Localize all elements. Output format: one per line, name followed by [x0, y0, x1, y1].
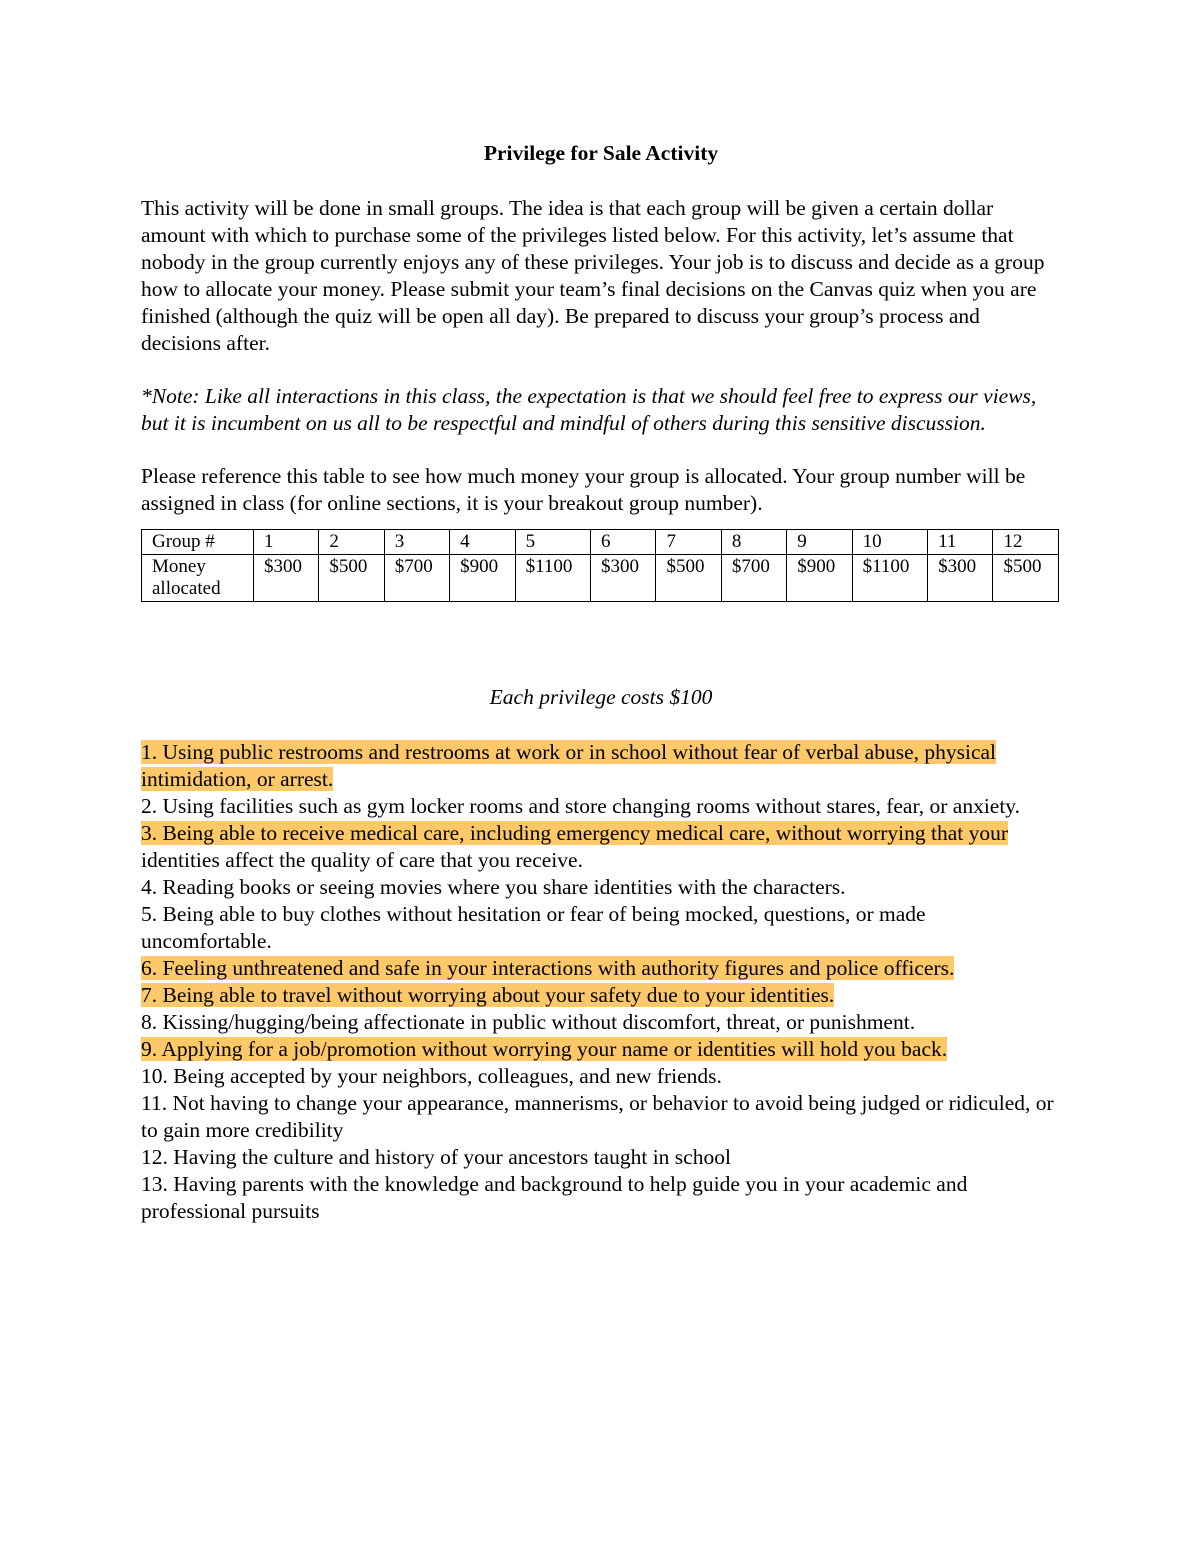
privilege-text: 9. Applying for a job/promotion without worrying your name or identities will hold you back.	[141, 1037, 948, 1061]
privilege-item	[141, 982, 1061, 1009]
money-header-cell: Money allocated	[142, 555, 254, 602]
group-number-cell: 9	[787, 530, 852, 555]
privilege-text: 1. Using public restrooms and restrooms at work or in school without fear of verbal abuse, physical intimidation, or arrest.	[141, 740, 997, 791]
group-number-cell: 12	[993, 530, 1059, 555]
group-number-cell: 3	[384, 530, 449, 555]
privilege-text: 11. Not having to change your appearance, mannerisms, or behavior to avoid being judged or ridiculed, or to gain more credibility	[141, 1091, 1054, 1142]
group-number-cell: 2	[319, 530, 384, 555]
money-cell: $700	[384, 555, 449, 602]
privilege-item	[141, 901, 1061, 955]
privilege-item	[141, 1009, 1061, 1036]
privilege-text: 2. Using facilities such as gym locker rooms and store changing rooms without stares, fear, or anxiety.	[141, 794, 1021, 818]
document-page	[141, 140, 1061, 1225]
privilege-text: 10. Being accepted by your neighbors, colleagues, and new friends.	[141, 1064, 722, 1088]
money-cell: $500	[993, 555, 1059, 602]
privilege-item	[141, 1036, 1061, 1063]
money-cell: $500	[319, 555, 384, 602]
money-cell: $500	[656, 555, 721, 602]
privilege-text: 13. Having parents with the knowledge and background to help guide you in your academic and professional pursuits	[141, 1172, 968, 1223]
money-row	[142, 555, 1059, 602]
privilege-item	[141, 820, 1061, 847]
privilege-item	[141, 847, 1061, 874]
group-number-cell: 8	[721, 530, 786, 555]
privilege-text: 4. Reading books or seeing movies where you share identities with the characters.	[141, 875, 846, 899]
privilege-text: identities affect the quality of care that you receive.	[141, 848, 583, 872]
note-paragraph: *Note: Like all interactions in this class, the expectation is that we should feel free to express our views, but it is incumbent on us all to be respectful and mindful of others during this sensitive discussion.	[141, 384, 1037, 435]
privilege-item	[141, 793, 1061, 820]
money-cell: $700	[721, 555, 786, 602]
privilege-text: 8. Kissing/hugging/being affectionate in public without discomfort, threat, or punishment.	[141, 1010, 916, 1034]
cost-line: Each privilege costs $100	[489, 685, 713, 709]
privilege-item	[141, 1090, 1061, 1144]
privilege-text: 3. Being able to receive medical care, including emergency medical care, without worrying that your	[141, 821, 1009, 845]
privilege-list	[141, 739, 1061, 1225]
money-cell: $900	[787, 555, 852, 602]
group-row	[142, 530, 1059, 555]
group-number-cell: 11	[928, 530, 993, 555]
allocation-table	[141, 529, 1059, 602]
group-number-cell: 4	[450, 530, 515, 555]
privilege-text: 5. Being able to buy clothes without hesitation or fear of being mocked, questions, or made uncomfortable.	[141, 902, 926, 953]
privilege-item	[141, 955, 1061, 982]
privilege-item	[141, 739, 1061, 793]
group-header-cell: Group #	[142, 530, 254, 555]
privilege-item	[141, 1171, 1061, 1225]
page-title: Privilege for Sale Activity	[483, 141, 719, 165]
group-number-cell: 10	[852, 530, 927, 555]
privilege-item	[141, 874, 1061, 901]
money-cell: $1100	[515, 555, 590, 602]
group-number-cell: 5	[515, 530, 590, 555]
group-number-cell: 7	[656, 530, 721, 555]
privilege-item	[141, 1063, 1061, 1090]
money-cell: $300	[254, 555, 319, 602]
money-cell: $900	[450, 555, 515, 602]
group-number-cell: 1	[254, 530, 319, 555]
intro-paragraph: This activity will be done in small groups. The idea is that each group will be given a certain dollar amount with which to purchase some of the privileges listed below. For this activity, let’s assume that nobody in the group currently enjoys any of these privileges. Your job is to discuss and decide as a group how to allocate your money. Please submit your team’s final decisions on the Canvas quiz when you are finished (although the quiz will be open all day). Be prepared to discuss your group’s process and decisions after.	[141, 196, 1045, 355]
money-cell: $1100	[852, 555, 927, 602]
money-cell: $300	[591, 555, 656, 602]
privilege-item	[141, 1144, 1061, 1171]
group-number-cell: 6	[591, 530, 656, 555]
privilege-text: 12. Having the culture and history of your ancestors taught in school	[141, 1145, 731, 1169]
privilege-text: 6. Feeling unthreatened and safe in your interactions with authority figures and police officers.	[141, 956, 955, 980]
reference-paragraph: Please reference this table to see how much money your group is allocated. Your group number will be assigned in class (for online sections, it is your breakout group number).	[141, 464, 1026, 515]
privilege-text: 7. Being able to travel without worrying about your safety due to your identities.	[141, 983, 835, 1007]
money-cell: $300	[928, 555, 993, 602]
